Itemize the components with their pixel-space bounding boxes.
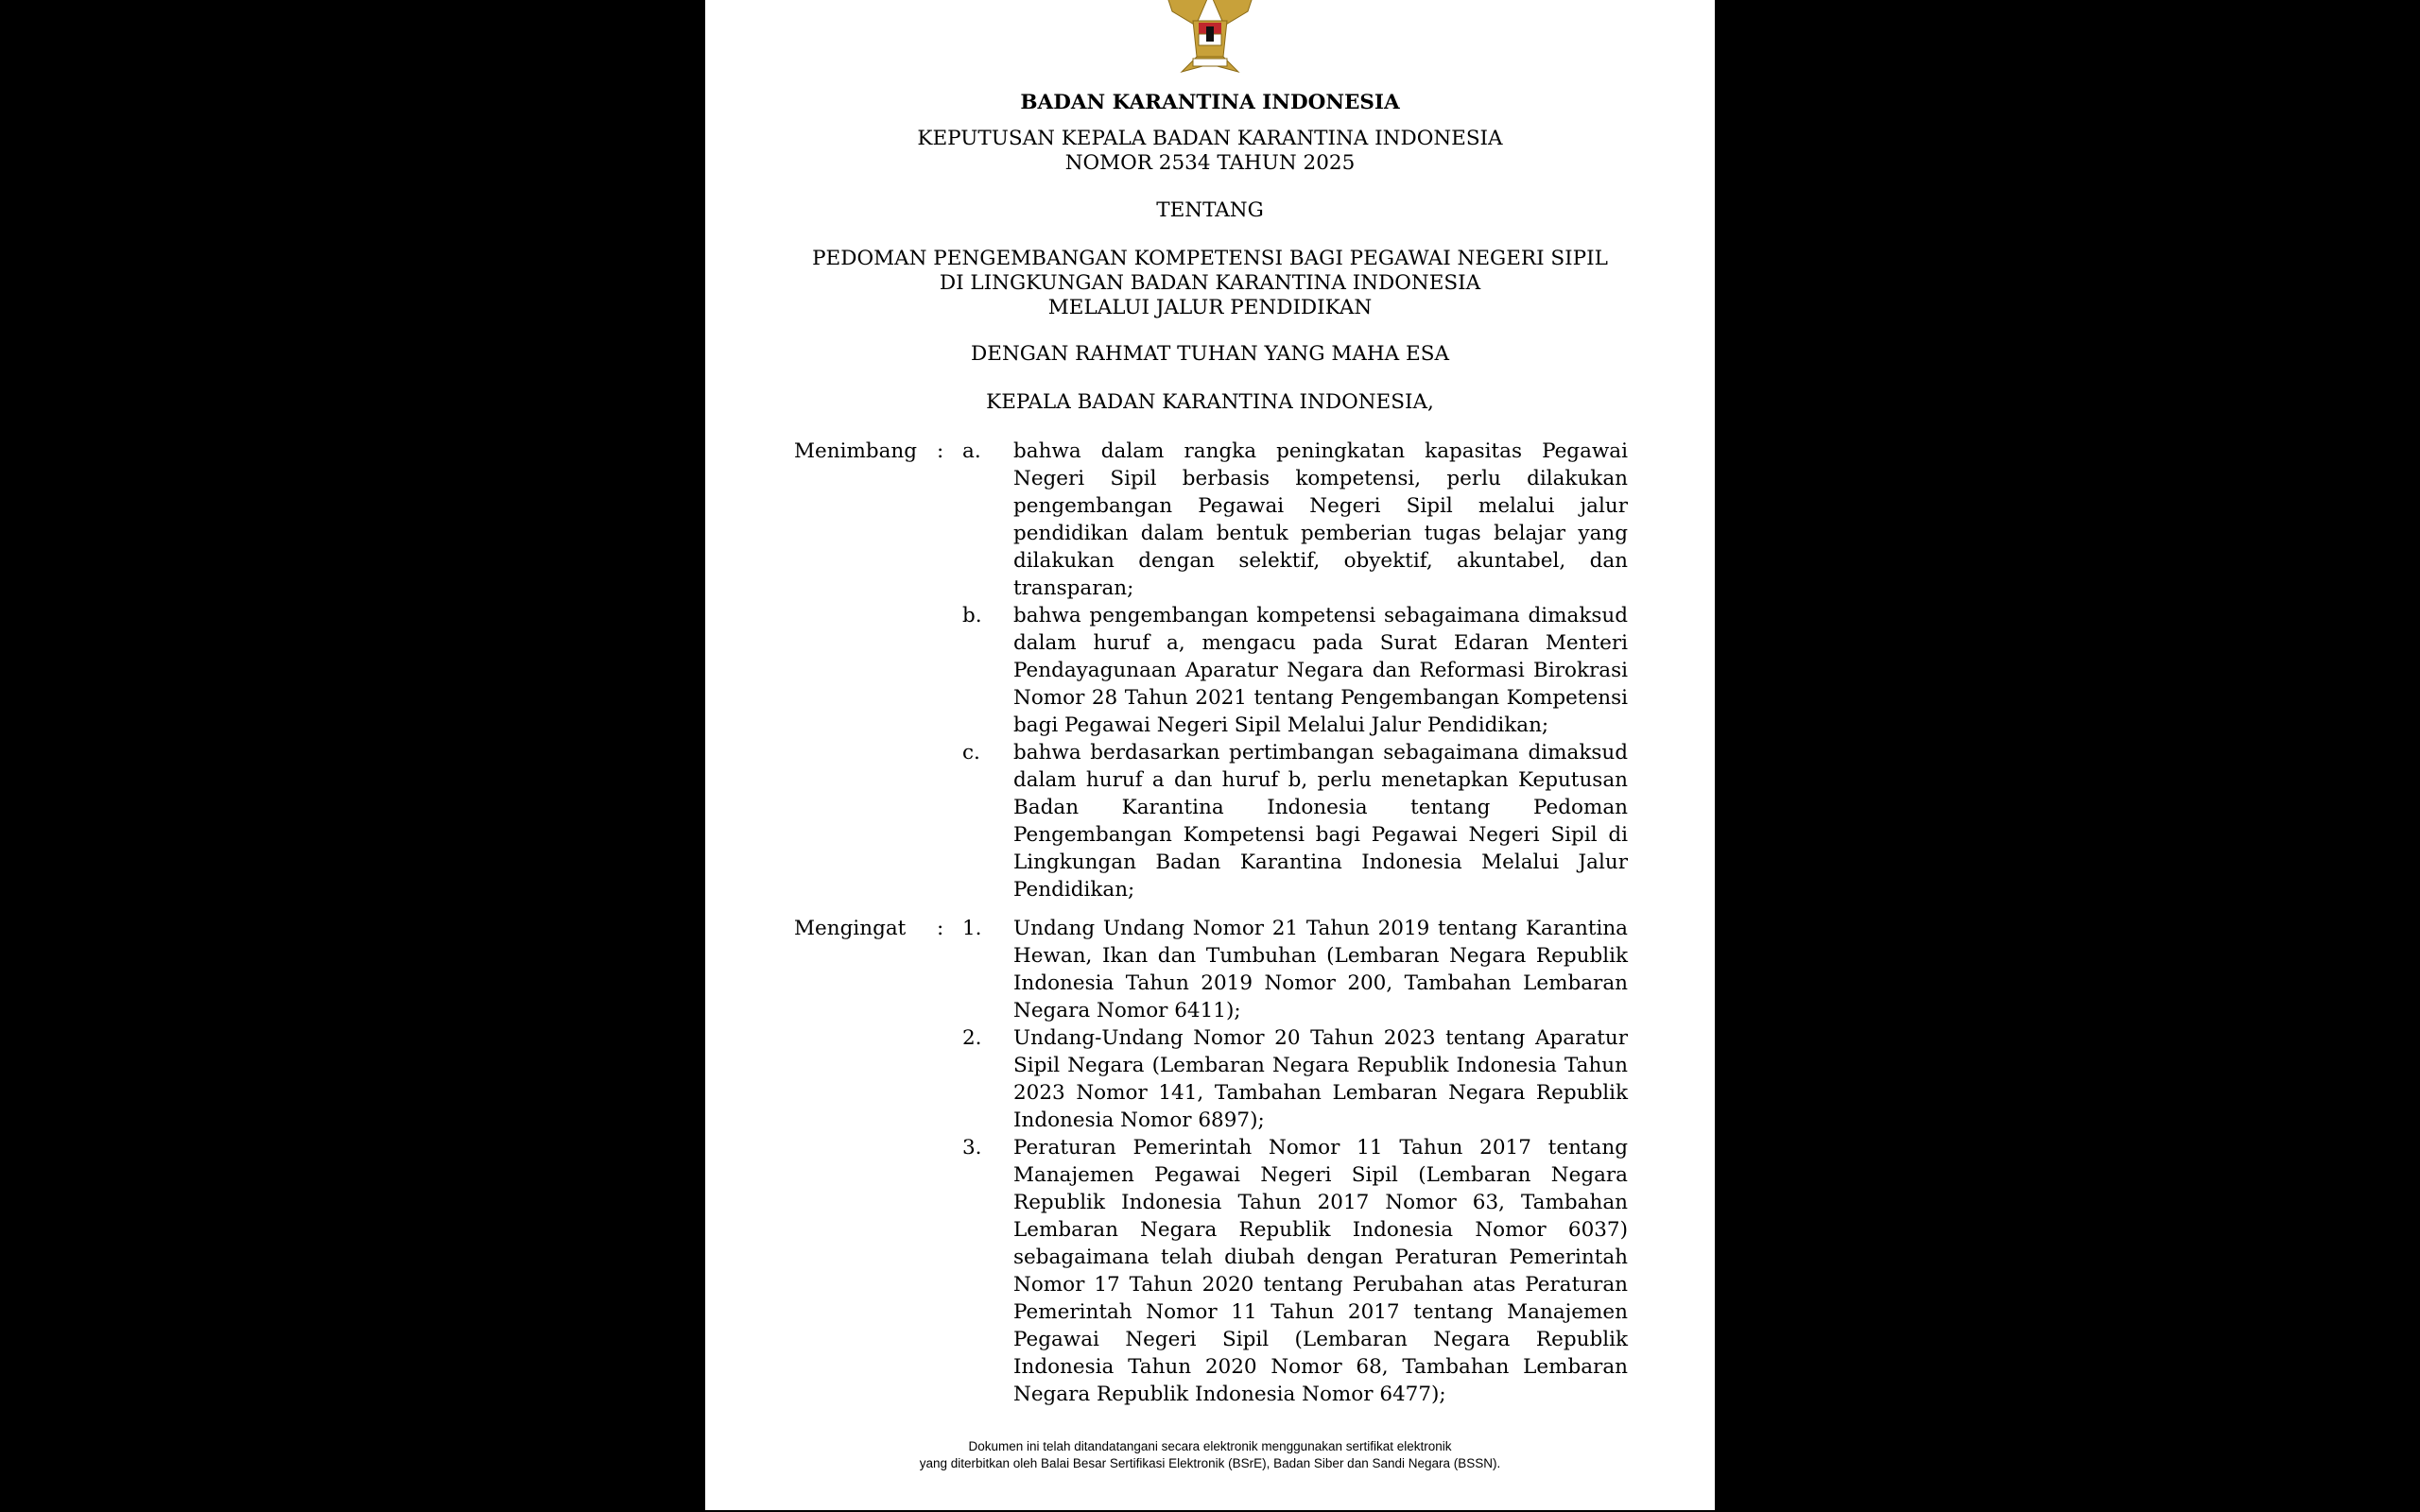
menimbang-list <box>962 438 1652 903</box>
decision-heading <box>705 127 1715 176</box>
list-item <box>962 739 1652 903</box>
mengingat-colon: : <box>937 917 944 940</box>
item-text: Peraturan Pemerintah Nomor 11 Tahun 2017 tentang Manajemen Pegawai Negeri Sipil (Lembaran Negara Republik Indonesia Tahun 2017 Nomor 63, Tambahan Lembaran Negara Republik Indonesia Nomor 6037) sebagaimana telah diubah dengan Peraturan Pemerintah Nomor 17 Tahun 2020 tentang Perubahan atas Peraturan Pemerintah Nomor 11 Tahun 2017 tentang Manajemen Pegawai Negeri Sipil (Lembaran Negara Republik Indonesia Tahun 2020 Nomor 68, Tambahan Lembaran Negara Republik Indonesia Nomor 6477); <box>1013 1136 1628 1406</box>
decision-number: NOMOR 2534 TAHUN 2025 <box>1064 151 1356 175</box>
rahmat-line: DENGAN RAHMAT TUHAN YANG MAHA ESA <box>971 342 1449 366</box>
head-title: KEPALA BADAN KARANTINA INDONESIA, <box>986 390 1434 414</box>
item-marker: b. <box>962 604 982 627</box>
list-item <box>962 1024 1652 1134</box>
item-marker: 1. <box>962 917 982 940</box>
footer-line-2: yang diterbitkan oleh Balai Besar Sertifikasi Elektronik (BSrE), Badan Siber dan Sandi Negara (BSSN). <box>919 1456 1501 1470</box>
item-marker: a. <box>962 439 981 463</box>
menimbang-colon: : <box>937 439 944 463</box>
list-item <box>962 438 1652 602</box>
list-item <box>962 915 1652 1024</box>
item-text: bahwa dalam rangka peningkatan kapasitas Pegawai Negeri Sipil berbasis kompetensi, perlu dilakukan pengembangan Pegawai Negeri Sipil melalui jalur pendidikan dalam bentuk pemberian tugas belajar yang dilakukan dengan selektif, obyektif, akuntabel, dan transparan; <box>1013 439 1628 600</box>
institution-title: BADAN KARANTINA INDONESIA <box>1020 91 1400 114</box>
document-page <box>705 0 1715 1510</box>
menimbang-label: Menimbang <box>794 439 918 463</box>
subject-line-1: PEDOMAN PENGEMBANGAN KOMPETENSI BAGI PEGAWAI NEGERI SIPIL <box>812 247 1608 270</box>
subject-line-2: DI LINGKUNGAN BADAN KARANTINA INDONESIA <box>939 271 1481 295</box>
item-text: bahwa pengembangan kompetensi sebagaimana dimaksud dalam huruf a, mengacu pada Surat Edaran Menteri Pendayagunaan Aparatur Negara dan Reformasi Birokrasi Nomor 28 Tahun 2021 tentang Pengembangan Kompetensi bagi Pegawai Negeri Sipil Melalui Jalur Pendidikan; <box>1013 604 1628 737</box>
item-marker: c. <box>962 741 980 765</box>
item-text: bahwa berdasarkan pertimbangan sebagaimana dimaksud dalam huruf a dan huruf b, perlu menetapkan Keputusan Badan Karantina Indonesia tentang Pedoman Pengembangan Kompetensi bagi Pegawai Negeri Sipil di Lingkungan Badan Karantina Indonesia Melalui Jalur Pendidikan; <box>1013 741 1628 902</box>
subject-line-3: MELALUI JALUR PENDIDIKAN <box>1047 296 1373 319</box>
item-text: Undang Undang Nomor 21 Tahun 2019 tentang Karantina Hewan, Ikan dan Tumbuhan (Lembaran Negara Republik Indonesia Tahun 2019 Nomor 200, Tambahan Lembaran Negara Nomor 6411); <box>1013 917 1628 1022</box>
garuda-emblem-icon <box>1144 0 1276 77</box>
tentang-label: TENTANG <box>1156 198 1264 222</box>
item-marker: 2. <box>962 1026 982 1050</box>
item-text: Undang-Undang Nomor 20 Tahun 2023 tentang Aparatur Sipil Negara (Lembaran Negara Republik Indonesia Tahun 2023 Nomor 141, Tambahan Lembaran Negara Republik Indonesia Nomor 6897); <box>1013 1026 1628 1132</box>
list-item <box>962 1134 1652 1408</box>
list-item <box>962 602 1652 739</box>
electronic-signature-note <box>705 1438 1715 1472</box>
decision-subject <box>705 247 1715 320</box>
item-marker: 3. <box>962 1136 982 1160</box>
decision-title: KEPUTUSAN KEPALA BADAN KARANTINA INDONESIA <box>917 127 1503 150</box>
mengingat-label: Mengingat <box>794 917 907 940</box>
mengingat-list <box>962 915 1652 1408</box>
footer-line-1: Dokumen ini telah ditandatangani secara elektronik menggunakan sertifikat elektronik <box>968 1439 1452 1453</box>
